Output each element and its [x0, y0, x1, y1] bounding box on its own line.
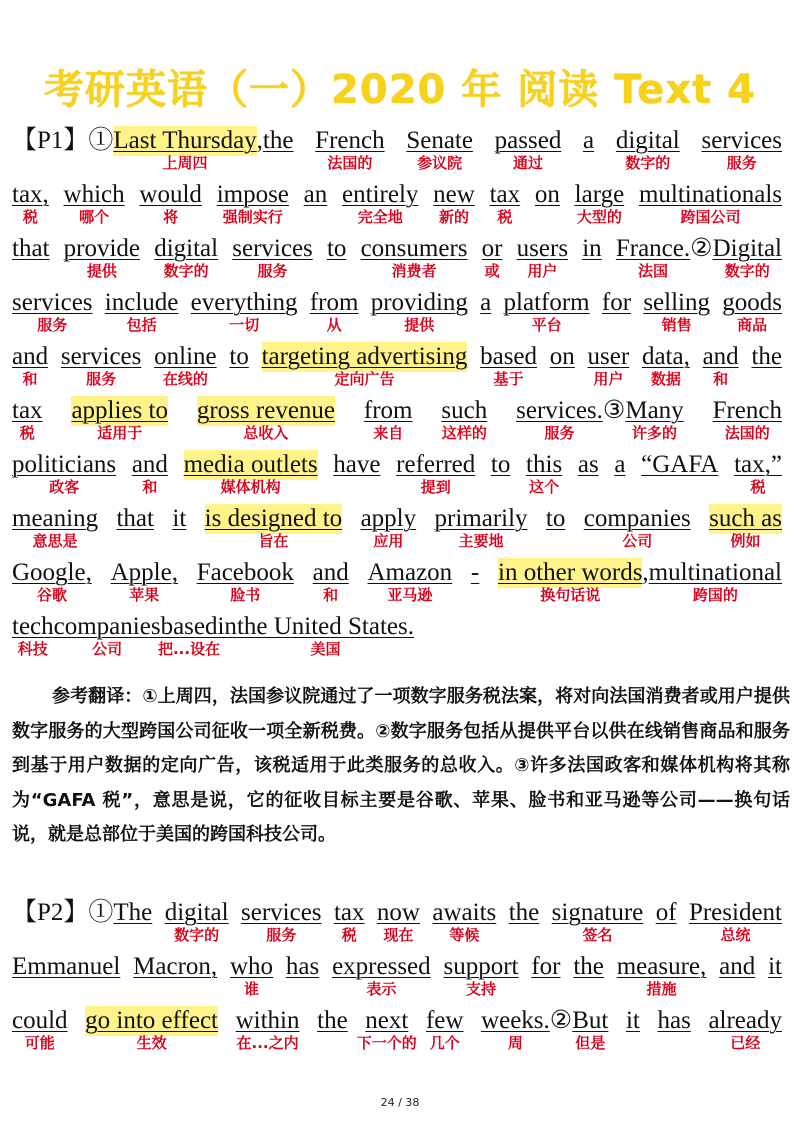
word: a: [614, 451, 626, 478]
word-gloss: 上周四: [162, 154, 208, 172]
glossed-word: referred: [396, 451, 476, 478]
word: 【P2】①: [12, 899, 114, 926]
word-gloss: 苹果: [129, 586, 160, 604]
word: to: [326, 235, 347, 262]
glossed-word: such as: [709, 505, 782, 532]
word: in: [217, 613, 237, 640]
glossed-word: already: [708, 1007, 782, 1034]
word-gloss: 谷歌: [36, 586, 67, 604]
page-number: 24 / 38: [380, 1096, 420, 1109]
glossed-word: this: [526, 451, 563, 478]
word-gloss: 将: [163, 208, 179, 226]
word: “GAFA: [641, 451, 719, 478]
word: to: [545, 505, 566, 532]
glossed-word: based: [480, 343, 538, 370]
glossed-word: provide: [63, 235, 141, 262]
word-gloss: 这样的: [441, 424, 487, 442]
word-gloss: 科技: [17, 640, 48, 658]
glossed-word: politicians: [12, 451, 117, 478]
word-gloss: 和: [323, 586, 339, 604]
word-gloss: 数字的: [163, 262, 209, 280]
word-gloss: 法国的: [327, 154, 373, 172]
word-gloss: 哪个: [79, 208, 110, 226]
word: has: [285, 953, 320, 980]
word-gloss: 和: [22, 370, 38, 388]
glossed-word: services: [232, 235, 313, 262]
word-gloss: 定向广告: [334, 370, 395, 388]
glossed-word: Apple,: [110, 559, 178, 586]
word-gloss: 完全地: [357, 208, 403, 226]
word-gloss: 税: [22, 208, 38, 226]
word: it: [172, 505, 187, 532]
word-gloss: 强制实行: [222, 208, 283, 226]
glossed-word: in other words: [498, 559, 643, 586]
glossed-word: Digital: [712, 235, 782, 262]
glossed-word: passed: [494, 127, 562, 154]
word-gloss: 签名: [582, 926, 613, 944]
glossed-word: platform: [503, 289, 590, 316]
word-gloss: 跨国的: [692, 586, 738, 604]
glossed-word: tax: [333, 899, 365, 926]
glossed-word: media outlets: [183, 451, 318, 478]
word-gloss: 用户: [527, 262, 558, 280]
word-gloss: 例如: [730, 532, 761, 550]
glossed-word: and: [312, 559, 349, 586]
word-gloss: 表示: [366, 980, 397, 998]
word-gloss: 提到: [420, 478, 451, 496]
word: the: [262, 127, 294, 154]
word-gloss: 几个: [429, 1034, 460, 1052]
word: ③: [602, 397, 626, 424]
word: for: [531, 953, 561, 980]
glossed-word: But: [572, 1007, 609, 1034]
glossed-word: such: [441, 397, 488, 424]
word-gloss: 在线的: [162, 370, 208, 388]
glossed-word: Amazon: [367, 559, 453, 586]
glossed-word: and: [131, 451, 168, 478]
word-gloss: 总统: [720, 926, 751, 944]
glossed-word: within: [235, 1007, 300, 1034]
word-gloss: 或: [484, 262, 500, 280]
glossed-word: apply: [360, 505, 417, 532]
glossed-word: applies to: [71, 397, 168, 424]
glossed-word: gross revenue: [196, 397, 336, 424]
glossed-word: user: [587, 343, 630, 370]
word-gloss: 服务: [86, 370, 117, 388]
glossed-word: now: [376, 899, 420, 926]
glossed-word: awaits: [432, 899, 497, 926]
word-gloss: 应用: [373, 532, 404, 550]
word-gloss: 脸书: [230, 586, 261, 604]
glossed-word: entirely: [342, 181, 419, 208]
word-gloss: 下一个的: [356, 1034, 417, 1052]
reference-translation: [12, 680, 790, 853]
glossed-word: targeting advertising: [261, 343, 468, 370]
word: the: [751, 343, 782, 370]
word-gloss: 跨国公司: [680, 208, 741, 226]
word-gloss: 但是: [575, 1034, 606, 1052]
word: for: [601, 289, 632, 316]
glossed-word: based: [160, 613, 218, 640]
glossed-word: meaning: [12, 505, 99, 532]
word-gloss: 换句话说: [540, 586, 601, 604]
word: has: [657, 1007, 691, 1034]
glossed-word: tax,: [12, 181, 49, 208]
glossed-word: services.: [516, 397, 603, 424]
word: ②: [690, 235, 713, 262]
glossed-word: include: [104, 289, 179, 316]
word-gloss: 法国的: [724, 424, 770, 442]
word-gloss: 措施: [646, 980, 677, 998]
word: to: [490, 451, 511, 478]
glossed-word: online: [154, 343, 217, 370]
glossed-word: and: [12, 343, 49, 370]
glossed-word: tax,”: [734, 451, 782, 478]
glossed-word: Many: [625, 397, 684, 424]
word: the: [508, 899, 540, 926]
word: -: [470, 559, 480, 586]
glossed-word: expressed: [332, 953, 431, 980]
word-gloss: 亚马逊: [387, 586, 433, 604]
glossed-word: tax: [12, 397, 43, 424]
word-gloss: 和: [713, 370, 729, 388]
word-gloss: 法国: [637, 262, 669, 280]
glossed-word: which: [63, 181, 125, 208]
glossed-word: or: [481, 235, 503, 262]
word-gloss: 提供: [404, 316, 435, 334]
word-gloss: 公司: [622, 532, 653, 550]
word-gloss: 基于: [493, 370, 524, 388]
word-gloss: 服务: [266, 926, 297, 944]
glossed-word: tech: [12, 613, 54, 640]
glossed-word: Facebook: [196, 559, 294, 586]
glossed-word: tax: [489, 181, 521, 208]
word-gloss: 销售: [661, 316, 692, 334]
glossed-word: the United States.: [236, 613, 414, 640]
glossed-word: Last Thursday: [113, 127, 257, 154]
word: on: [534, 181, 560, 208]
word-gloss: 参议院: [417, 154, 463, 172]
word: ②: [549, 1007, 573, 1034]
glossed-word: digital: [154, 235, 219, 262]
glossed-word: Senate: [406, 127, 473, 154]
glossed-word: go into effect: [85, 1007, 218, 1034]
word: it: [625, 1007, 640, 1034]
word-gloss: 通过: [512, 154, 544, 172]
word: have: [333, 451, 381, 478]
glossed-word: selling: [643, 289, 710, 316]
word-gloss: 从: [326, 316, 342, 334]
word: Macron,: [133, 953, 218, 980]
word-gloss: 消费者: [391, 262, 437, 280]
word: a: [583, 127, 595, 154]
word-gloss: 平台: [531, 316, 562, 334]
word-gloss: 等候: [449, 926, 480, 944]
glossed-word: services: [241, 899, 322, 926]
glossed-word: from: [309, 289, 359, 316]
glossed-word: companies: [53, 613, 161, 640]
word-gloss: 服务: [726, 154, 757, 172]
word: ,: [256, 127, 263, 154]
glossed-word: primarily: [434, 505, 528, 532]
word-gloss: 来自: [373, 424, 404, 442]
word: a: [480, 289, 492, 316]
glossed-word: goods: [722, 289, 782, 316]
word: it: [768, 953, 782, 980]
word-gloss: 主要地: [458, 532, 504, 550]
glossed-word: from: [363, 397, 413, 424]
word: The: [113, 899, 153, 926]
word: on: [549, 343, 575, 370]
word-gloss: 许多的: [632, 424, 678, 442]
word-gloss: 提供: [86, 262, 117, 280]
word-gloss: 现在: [383, 926, 414, 944]
glossed-word: French: [712, 397, 782, 424]
glossed-word: measure,: [616, 953, 707, 980]
page-title: 考研英语（一）2020 年 阅读 Text 4: [44, 67, 756, 113]
glossed-word: data,: [641, 343, 690, 370]
word: in: [582, 235, 602, 262]
word-gloss: 政客: [49, 478, 80, 496]
word-gloss: 谁: [244, 980, 260, 998]
word: to: [229, 343, 249, 370]
glossed-word: multinationals: [638, 181, 782, 208]
word-gloss: 新的: [438, 208, 470, 226]
translation-text: ①上周四，法国参议院通过了一项数字服务税法案，将对向法国消费者或用户提供数字服务的大型跨国公司征收一项全新税费。②数字服务包括从提供平台以供在线销售商品和服务到基于用户数据的定向广告，该税适用于此类服务的总收入。③许多法国政客和媒体机构将其称为“GAFA 税”，意思是说，它的征收目标主要是谷歌、苹果、脸书和亚马逊等公司——换句话说，就是总部位于美国的跨国科技公司。: [12, 686, 790, 845]
word-gloss: 用户: [593, 370, 624, 388]
glossed-word: services: [12, 289, 93, 316]
glossed-word: services: [701, 127, 782, 154]
word-gloss: 数字的: [625, 154, 671, 172]
glossed-word: providing: [370, 289, 468, 316]
word-gloss: 适用于: [97, 424, 143, 442]
glossed-word: next: [365, 1007, 409, 1034]
word-gloss: 服务: [544, 424, 575, 442]
glossed-word: companies: [583, 505, 691, 532]
word-gloss: 这个: [529, 478, 560, 496]
glossed-word: and: [702, 343, 739, 370]
word-gloss: 数字的: [724, 262, 770, 280]
glossed-word: digital: [164, 899, 229, 926]
word-gloss: 税: [19, 424, 35, 442]
glossed-word: signature: [551, 899, 644, 926]
glossed-word: could: [12, 1007, 68, 1034]
word-gloss: 数字的: [174, 926, 220, 944]
word: the: [573, 953, 604, 980]
glossed-word: weeks.: [481, 1007, 550, 1034]
translation-label: 参考翻译：: [52, 686, 143, 707]
word-gloss: 和: [142, 478, 158, 496]
glossed-word: Google,: [12, 559, 92, 586]
glossed-word: would: [139, 181, 202, 208]
word-gloss: 媒体机构: [220, 478, 281, 496]
word-gloss: 税: [750, 478, 766, 496]
word: that: [12, 235, 50, 262]
word: 【P1】①: [12, 127, 114, 154]
glossed-word: services: [60, 343, 142, 370]
word-gloss: 美国: [310, 640, 341, 658]
glossed-word: impose: [216, 181, 289, 208]
glossed-word: everything: [190, 289, 298, 316]
word: ,: [642, 559, 649, 586]
word: and: [719, 953, 756, 980]
word-gloss: 税: [341, 926, 357, 944]
glossed-word: large: [574, 181, 625, 208]
word-gloss: 服务: [37, 316, 68, 334]
word: of: [655, 899, 677, 926]
word-gloss: 数据: [650, 370, 681, 388]
glossed-word: users: [516, 235, 569, 262]
glossed-word: digital: [615, 127, 680, 154]
word: that: [116, 505, 154, 532]
glossed-word: President: [688, 899, 782, 926]
word-gloss: 包括: [126, 316, 157, 334]
glossed-word: is designed to: [204, 505, 343, 532]
word-gloss: 已经: [730, 1034, 761, 1052]
word-gloss: 公司: [92, 640, 123, 658]
word-gloss: 服务: [257, 262, 288, 280]
glossed-word: French: [315, 127, 385, 154]
word-gloss: 在...之内: [236, 1034, 299, 1052]
word: Emmanuel: [12, 953, 121, 980]
word-gloss: 生效: [136, 1034, 167, 1052]
word-gloss: 意思是: [32, 532, 78, 550]
word-gloss: 一切: [229, 316, 260, 334]
glossed-word: multinational: [648, 559, 782, 586]
word-gloss: 税: [497, 208, 513, 226]
glossed-word: few: [425, 1007, 464, 1034]
word-gloss: 旨在: [258, 532, 289, 550]
word-gloss: 把...设在: [157, 640, 221, 658]
glossed-word: support: [443, 953, 519, 980]
word: the: [317, 1007, 348, 1034]
glossed-word: new: [433, 181, 475, 208]
glossed-word: consumers: [360, 235, 468, 262]
glossed-word: France.: [615, 235, 691, 262]
word: as: [577, 451, 599, 478]
word-gloss: 大型的: [576, 208, 622, 226]
word-gloss: 支持: [465, 980, 497, 998]
glossed-word: who: [230, 953, 274, 980]
word-gloss: 可能: [24, 1034, 55, 1052]
word-gloss: 周: [507, 1034, 523, 1052]
word-gloss: 商品: [737, 316, 768, 334]
word: an: [303, 181, 328, 208]
word-gloss: 总收入: [243, 424, 289, 442]
